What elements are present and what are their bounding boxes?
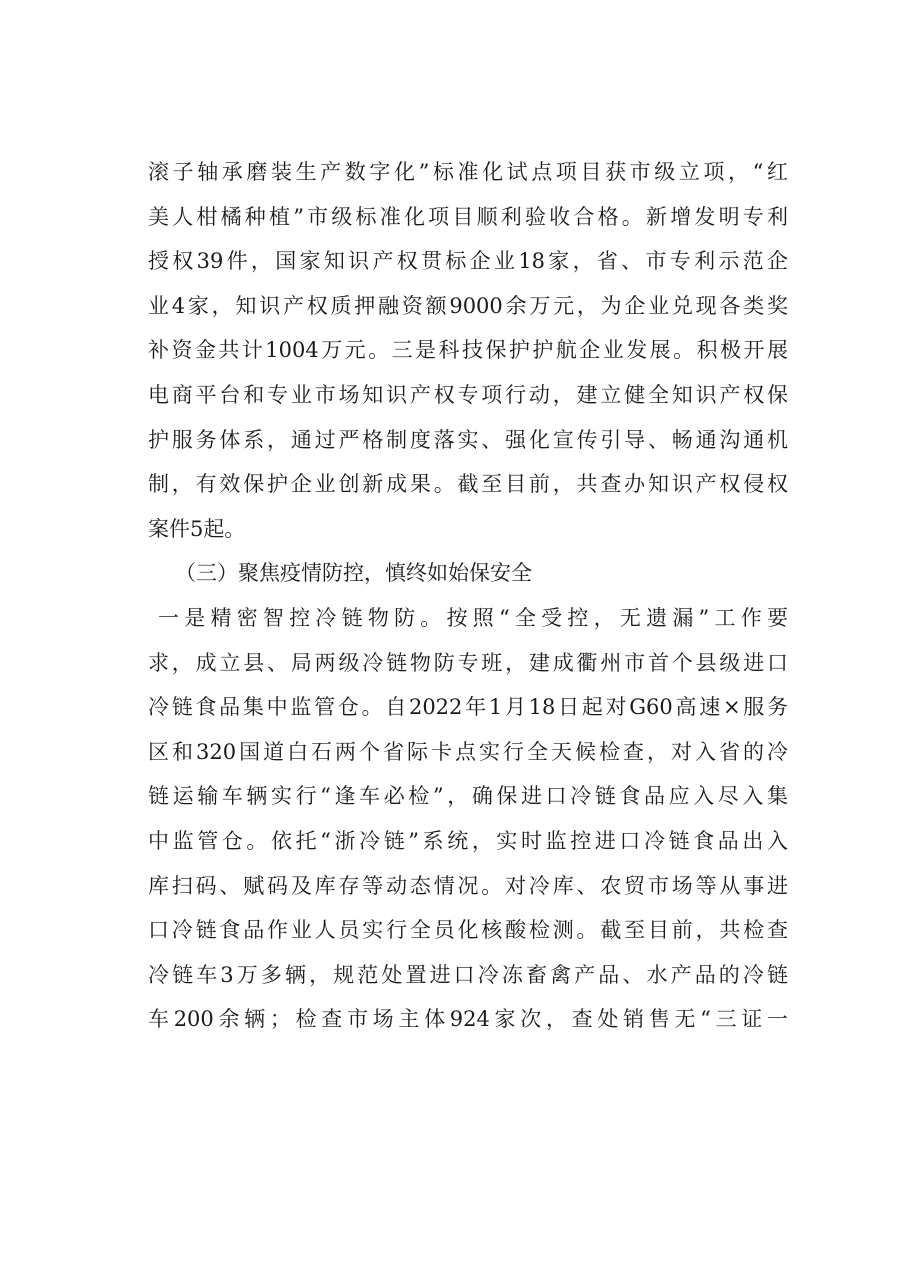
- paragraph-line: 案件5起。: [148, 516, 246, 541]
- section-heading: （三）聚焦疫情防控，慎终如始保安全: [175, 561, 532, 586]
- paragraph-line: 滚子轴承磨装生产数字化”标准化试点项目获市级立项，“红: [148, 160, 788, 184]
- paragraph-line: 补资金共计1004万元。三是科技保护护航企业发展。积极开展: [148, 338, 788, 363]
- paragraph-line: 冷链食品集中监管仓。自2022年1月18日起对G60高速×服务: [148, 695, 788, 720]
- paragraph-line: 美人柑橘种植”市级标准化项目顺利验收合格。新增发明专利: [148, 204, 788, 229]
- paragraph-line: 制，有效保护企业创新成果。截至目前，共查办知识产权侵权: [148, 472, 788, 497]
- paragraph-line: 区和320国道白石两个省际卡点实行全天候检查，对入省的冷: [148, 739, 788, 764]
- paragraph-line: 口冷链食品作业人员实行全员化核酸检测。截至目前，共检查: [148, 918, 788, 943]
- paragraph-line: 电商平台和专业市场知识产权专项行动，建立健全知识产权保: [148, 382, 788, 407]
- paragraph-line: 车200余辆；检查市场主体924家次，查处销售无“三证一: [148, 1007, 788, 1032]
- paragraph-line: 求，成立县、局两级冷链物防专班，建成衢州市首个县级进口: [148, 650, 788, 675]
- paragraph-line: 中监管仓。依托“浙冷链”系统，实时监控进口冷链食品出入: [148, 828, 788, 853]
- paragraph-line: 护服务体系，通过严格制度落实、强化宣传引导、畅通沟通机: [148, 427, 788, 452]
- paragraph-line: 链运输车辆实行“逢车必检”，确保进口冷链食品应入尽入集: [148, 784, 788, 809]
- document-body: [148, 150, 788, 1042]
- paragraph-line: 库扫码、赋码及库存等动态情况。对冷库、农贸市场等从事进: [148, 873, 788, 898]
- paragraph-line: 业4家，知识产权质押融资额9000余万元，为企业兑现各类奖: [148, 293, 788, 318]
- paragraph-line: 冷链车3万多辆，规范处置进口冷冻畜禽产品、水产品的冷链: [148, 962, 788, 987]
- paragraph-line: 一是精密智控冷链物防。按照“全受控，无遗漏”工作要: [158, 605, 788, 630]
- paragraph-line: 授权39件，国家知识产权贯标企业18家，省、市专利示范企: [148, 249, 788, 274]
